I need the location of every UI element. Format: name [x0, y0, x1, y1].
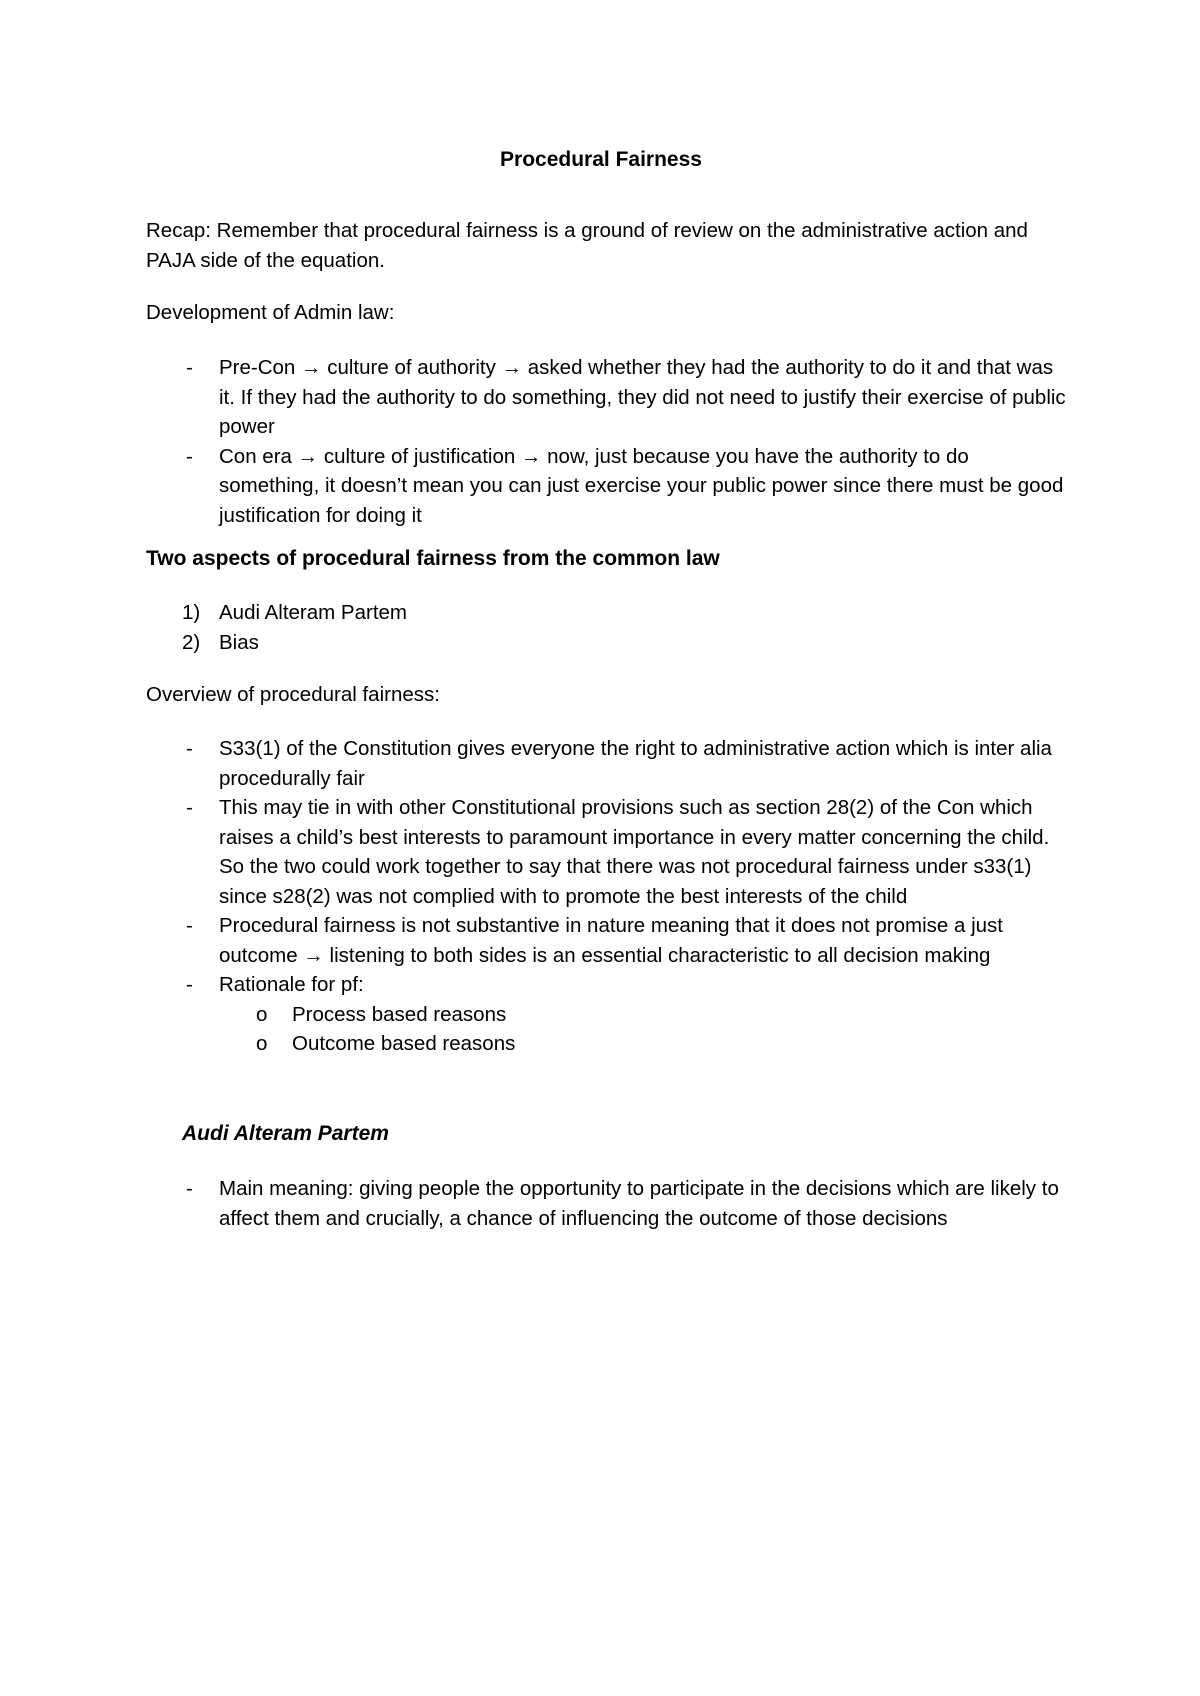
sub-list-item: [146, 1029, 1066, 1059]
list-number: 2): [182, 630, 201, 654]
audi-heading: Audi Alteram Partem: [182, 1122, 389, 1145]
dash-bullet: -: [186, 914, 193, 937]
dash-bullet: -: [186, 973, 193, 996]
overview-list: [146, 734, 1066, 1059]
dash-bullet: -: [186, 356, 193, 379]
recap-paragraph: Recap: Remember that procedural fairness is a ground of review on the administrative action and PAJA side of the equation.: [146, 219, 1028, 272]
list-item: [146, 793, 1066, 911]
audi-list: [146, 1174, 1066, 1233]
dash-bullet: -: [186, 1177, 193, 1200]
sub-list-item: [146, 1000, 1066, 1030]
list-item-text: Procedural fairness is not substantive in nature meaning that it does not promise a just outcome → listening to both sides is an essential characteristic to all decision making: [219, 914, 1003, 967]
list-item: [146, 598, 1066, 628]
aspects-heading: Two aspects of procedural fairness from the common law: [146, 547, 720, 570]
list-item: [146, 353, 1066, 442]
list-item-text: Bias: [219, 630, 259, 654]
list-item-text: Rationale for pf:: [219, 973, 364, 996]
list-item: [146, 1174, 1066, 1233]
development-list: [146, 353, 1066, 530]
list-item-text: This may tie in with other Constitutional provisions such as section 28(2) of the Con which raises a child’s best interests to paramount importance in every matter concerning the child. So the two could work together to say that there was not procedural fairness under s33(1) since s28(2) was not complied with to promote the best interests of the child: [219, 796, 1050, 908]
document-title: Procedural Fairness: [500, 148, 702, 171]
list-item-text: S33(1) of the Constitution gives everyone the right to administrative action which is inter alia procedurally fair: [219, 737, 1052, 790]
aspects-list: [146, 598, 1066, 657]
list-item-text: Audi Alteram Partem: [219, 601, 407, 624]
list-item: [146, 628, 1066, 658]
dash-bullet: -: [186, 737, 193, 760]
circle-bullet: o: [256, 1002, 268, 1026]
overview-heading: Overview of procedural fairness:: [146, 683, 440, 706]
dash-bullet: -: [186, 444, 193, 468]
list-item-text: Con era → culture of justification → now, just because you have the authority to do something, it doesn’t mean you can just exercise your public power since there must be good justification for doing it: [219, 444, 1064, 527]
list-item: [146, 911, 1066, 970]
list-item-text: Main meaning: giving people the opportunity to participate in the decisions which are likely to affect them and crucially, a chance of influencing the outcome of those decisions: [219, 1177, 1059, 1230]
list-item-text: Pre-Con → culture of authority → asked whether they had the authority to do it and that was it. If they had the authority to do something, they did not need to justify their exercise of public power: [219, 356, 1066, 438]
list-item: [146, 970, 1066, 1000]
sub-list-item-text: Outcome based reasons: [292, 1032, 516, 1055]
list-number: 1): [182, 601, 201, 624]
list-item: [146, 442, 1066, 531]
dash-bullet: -: [186, 796, 193, 819]
sub-list-item-text: Process based reasons: [292, 1002, 507, 1026]
list-item: [146, 734, 1066, 793]
development-heading: Development of Admin law:: [146, 301, 395, 324]
circle-bullet: o: [256, 1032, 268, 1055]
